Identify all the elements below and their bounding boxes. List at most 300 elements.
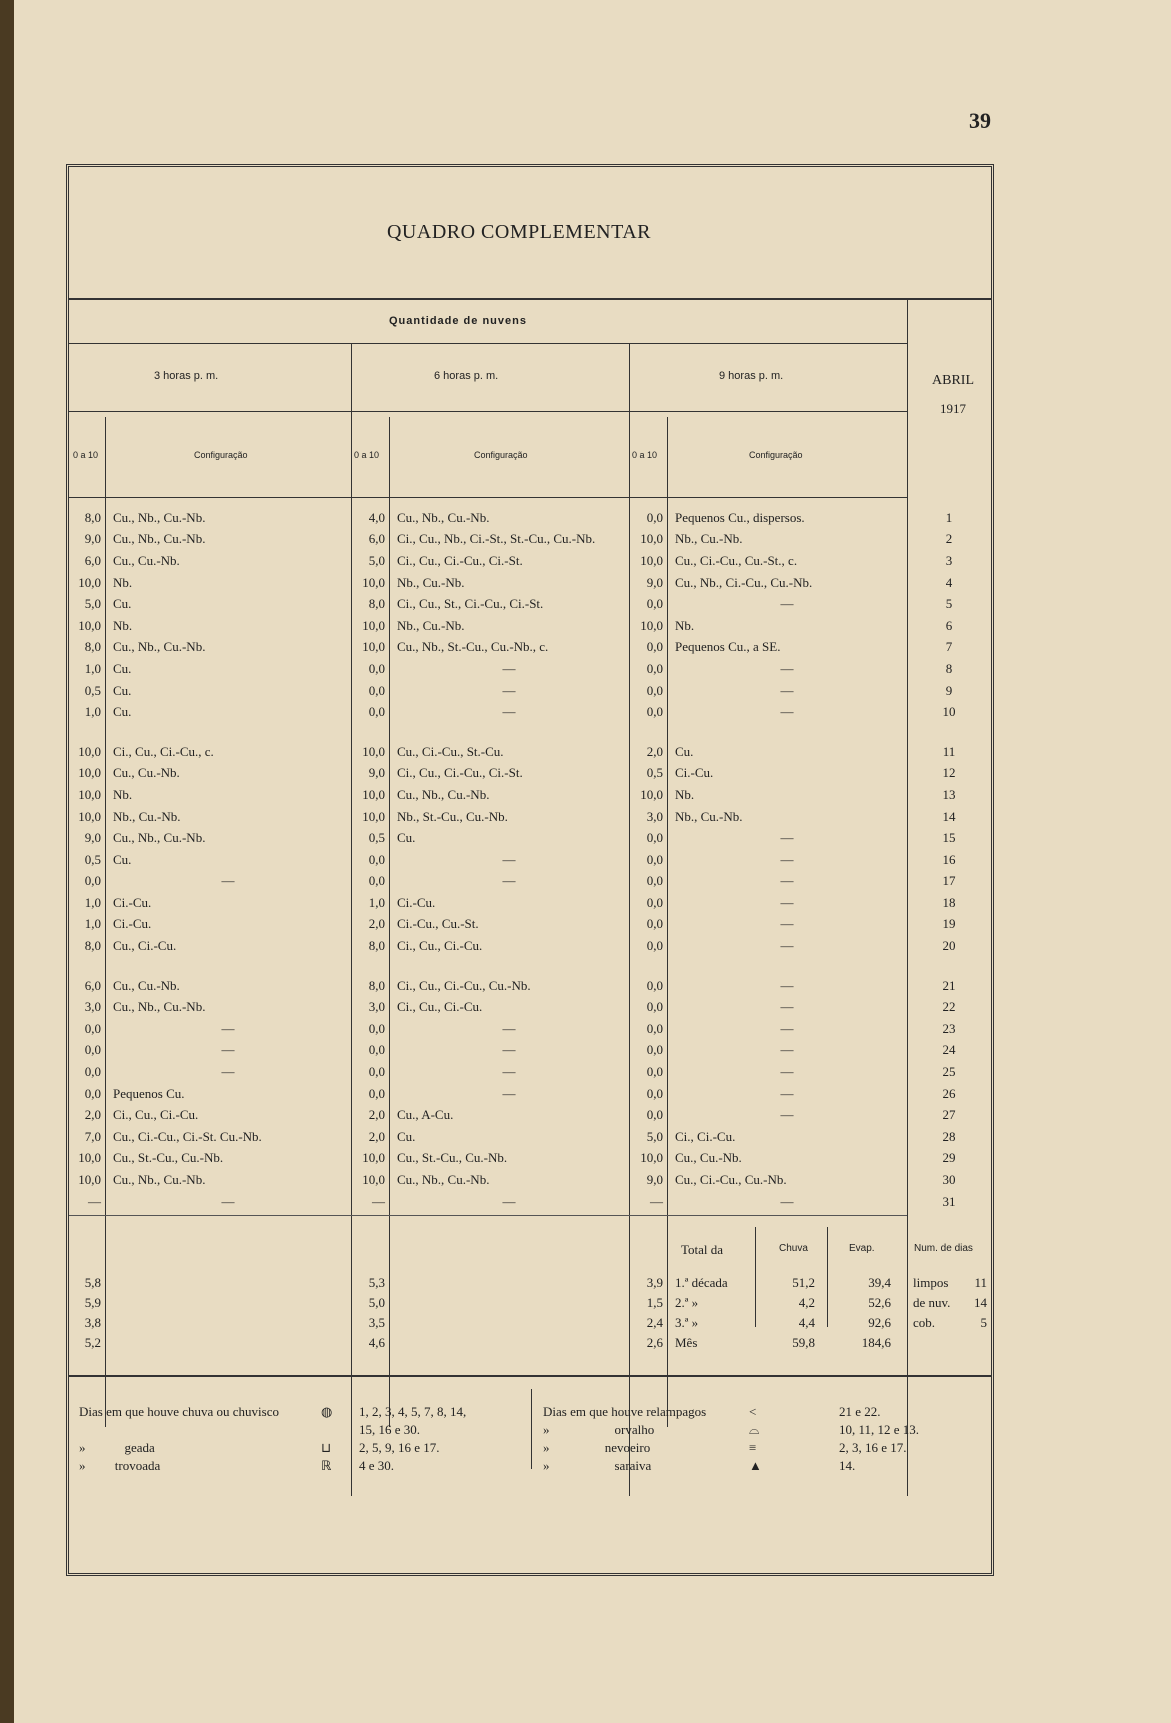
day-number: 21: [942, 977, 956, 993]
config-6pm: Ci., Cu., Nb., Ci.-St., St.-Cu., Cu.-Nb.: [397, 531, 596, 547]
config-9pm: —: [780, 916, 794, 932]
config-9pm: —: [780, 1020, 794, 1036]
day-number: 18: [942, 894, 956, 910]
rain-total: 4,2: [798, 1295, 815, 1310]
gap-cell: [389, 723, 629, 741]
amount-9pm: 10,0: [640, 1150, 663, 1166]
period-3pm: 3 horas p. m.: [154, 370, 219, 382]
quantidade-label: Quantidade de nuvens: [389, 315, 527, 327]
config-3pm: Cu., Cu.-Nb.: [113, 552, 180, 568]
footer-symbol-icon: ℝ: [321, 1458, 332, 1473]
day-number: 16: [942, 851, 956, 867]
table-row: [69, 1083, 991, 1105]
amount-9pm: 0,0: [646, 977, 663, 993]
gap-cell: [907, 957, 991, 975]
config-3pm: Cu.: [113, 660, 132, 676]
footer-label: » orvalho: [543, 1422, 655, 1437]
config-6pm: Cu., Ci.-Cu., St.-Cu.: [397, 743, 504, 759]
footer-symbol-icon: <: [749, 1404, 757, 1419]
amount-3pm: 10,0: [78, 574, 101, 590]
table-title: QUADRO COMPLEMENTAR: [386, 221, 652, 243]
config-6pm: Ci.-Cu., Cu.-St.: [397, 916, 479, 932]
config-3pm: Cu.: [113, 704, 132, 720]
evap-label: Evap.: [849, 1243, 875, 1254]
col-amount-3: 0 a 10: [632, 450, 658, 460]
day-number: 30: [942, 1172, 956, 1188]
config-6pm: —: [502, 873, 516, 889]
amount-3pm: 0,0: [84, 873, 101, 889]
footer-symbol-icon: ⌓: [749, 1422, 760, 1437]
day-number: 19: [942, 916, 956, 932]
amount-6pm: 9,0: [368, 765, 385, 781]
config-6pm: Cu.: [397, 1128, 416, 1144]
day-number: 26: [942, 1085, 956, 1101]
footer-days: 2, 3, 16 e 17.: [839, 1440, 907, 1455]
amount-9pm: 0,0: [646, 894, 663, 910]
amount-6pm: 1,0: [368, 894, 385, 910]
amount-9pm: 0,5: [646, 765, 663, 781]
footer-days: 15, 16 e 30.: [359, 1422, 421, 1437]
rain-total: 59,8: [792, 1335, 815, 1350]
config-9pm: —: [780, 1042, 794, 1058]
col-config-2: Configuração: [474, 450, 528, 460]
config-6pm: Ci., Cu., St., Ci.-Cu., Ci.-St.: [397, 596, 544, 612]
page: [14, 0, 1171, 1723]
month-label: ABRIL: [932, 373, 974, 388]
config-3pm: Cu.: [113, 851, 132, 867]
amount-9pm: 10,0: [640, 617, 663, 633]
evap-total: 39,4: [868, 1275, 891, 1290]
config-3pm: Ci.-Cu.: [113, 894, 152, 910]
divider: [531, 1389, 532, 1469]
amount-6pm: 0,0: [368, 1064, 385, 1080]
table-row: [69, 827, 991, 849]
config-9pm: —: [780, 596, 794, 612]
config-3pm: Cu., Cu.-Nb.: [113, 765, 180, 781]
footer-days: 4 e 30.: [359, 1458, 395, 1473]
amount-9pm: 2,0: [646, 743, 663, 759]
table-row: [69, 784, 991, 806]
amount-9pm: 0,0: [646, 639, 663, 655]
table-row: [69, 806, 991, 828]
table-row: [69, 658, 991, 680]
day-number: 31: [942, 1193, 956, 1209]
config-3pm: Cu.: [113, 596, 132, 612]
days-count: 11: [974, 1275, 987, 1290]
day-number: 7: [945, 639, 953, 655]
mean-6pm: 4,6: [368, 1335, 385, 1350]
config-3pm: Cu., Nb., Cu.-Nb.: [113, 531, 206, 547]
table-row: [69, 615, 991, 637]
evap-total: 184,6: [861, 1335, 891, 1350]
config-9pm: —: [780, 873, 794, 889]
amount-3pm: 1,0: [84, 916, 101, 932]
config-9pm: —: [780, 682, 794, 698]
config-6pm: Nb., Cu.-Nb.: [397, 617, 465, 633]
config-6pm: Cu., Nb., Cu.-Nb.: [397, 786, 490, 802]
mean-9pm: 3,9: [646, 1275, 663, 1290]
config-3pm: Cu., Ci.-Cu.: [113, 938, 177, 954]
amount-6pm: 10,0: [362, 1172, 385, 1188]
config-9pm: Nb., Cu.-Nb.: [675, 531, 743, 547]
divider: [69, 1375, 991, 1377]
amount-3pm: 10,0: [78, 617, 101, 633]
table-row: [69, 1061, 991, 1083]
amount-9pm: 9,0: [646, 574, 663, 590]
amount-3pm: 10,0: [78, 743, 101, 759]
config-6pm: Cu., Nb., St.-Cu., Cu.-Nb., c.: [397, 639, 549, 655]
config-6pm: —: [502, 1193, 516, 1209]
amount-6pm: 0,0: [368, 682, 385, 698]
amount-3pm: 9,0: [84, 830, 101, 846]
mean-3pm: 5,8: [84, 1275, 101, 1290]
amount-9pm: 5,0: [646, 1128, 663, 1144]
num-dias-label: Num. de dias: [914, 1243, 973, 1254]
config-3pm: Cu., Nb., Cu.-Nb.: [113, 1172, 206, 1188]
footer-days: 10, 11, 12 e 13.: [839, 1422, 920, 1437]
amount-6pm: 8,0: [368, 938, 385, 954]
rain-total: 4,4: [798, 1315, 815, 1330]
day-number: 25: [942, 1064, 956, 1080]
gap-cell: [667, 957, 907, 975]
gap-cell: [629, 957, 667, 975]
evap-total: 92,6: [868, 1315, 891, 1330]
gap-cell: [105, 957, 351, 975]
config-9pm: —: [780, 1064, 794, 1080]
config-6pm: Ci., Cu., Ci.-Cu.: [397, 938, 483, 954]
config-3pm: —: [221, 1064, 235, 1080]
amount-6pm: 2,0: [368, 1107, 385, 1123]
footer-symbol-icon: ≡: [749, 1440, 757, 1455]
amount-3pm: 0,0: [84, 1042, 101, 1058]
period-label: 3.ª »: [675, 1315, 699, 1330]
decade-gap: [69, 723, 991, 741]
mean-9pm: 1,5: [646, 1295, 663, 1310]
config-9pm: —: [780, 660, 794, 676]
footer-label: » trovoada: [79, 1458, 161, 1473]
table-row: [69, 1169, 991, 1191]
mean-6pm: 3,5: [368, 1315, 385, 1330]
day-number: 2: [945, 531, 953, 547]
config-3pm: Nb.: [113, 574, 133, 590]
config-9pm: Cu., Cu.-Nb.: [675, 1150, 742, 1166]
table-row: [69, 1148, 991, 1170]
day-number: 14: [942, 808, 956, 824]
amount-6pm: 0,5: [368, 830, 385, 846]
table-row: [69, 871, 991, 893]
gap-cell: [389, 957, 629, 975]
mean-6pm: 5,0: [368, 1295, 385, 1310]
month-header: [909, 373, 997, 417]
footer-label: » nevoeiro: [543, 1440, 651, 1455]
amount-6pm: 0,0: [368, 873, 385, 889]
table-frame: [66, 164, 994, 1576]
amount-6pm: 10,0: [362, 743, 385, 759]
config-9pm: Cu.: [675, 743, 694, 759]
config-9pm: —: [780, 938, 794, 954]
table-row: [69, 637, 991, 659]
amount-3pm: 2,0: [84, 1107, 101, 1123]
amount-3pm: 10,0: [78, 765, 101, 781]
footer-symbol-icon: ▲: [749, 1458, 762, 1473]
amount-3pm: 5,0: [84, 596, 101, 612]
table-row: [69, 1126, 991, 1148]
amount-3pm: 8,0: [84, 639, 101, 655]
config-9pm: —: [780, 977, 794, 993]
amount-6pm: 5,0: [368, 552, 385, 568]
divider: [69, 343, 907, 344]
config-6pm: —: [502, 1064, 516, 1080]
config-9pm: —: [780, 1085, 794, 1101]
config-9pm: —: [780, 704, 794, 720]
days-type: de nuv.: [913, 1295, 951, 1310]
day-number: 29: [942, 1150, 956, 1166]
table-row: [69, 892, 991, 914]
amount-3pm: 0,0: [84, 1085, 101, 1101]
amount-9pm: 0,0: [646, 873, 663, 889]
days-type: limpos: [913, 1275, 949, 1290]
config-3pm: Cu., Nb., Cu.-Nb.: [113, 999, 206, 1015]
config-3pm: —: [221, 873, 235, 889]
config-6pm: Ci., Cu., Ci.-Cu., Cu.-Nb.: [397, 977, 531, 993]
config-6pm: Cu., St.-Cu., Cu.-Nb.: [397, 1150, 508, 1166]
amount-6pm: 10,0: [362, 786, 385, 802]
amount-6pm: 0,0: [368, 1042, 385, 1058]
day-number: 27: [942, 1107, 956, 1123]
config-3pm: Cu., Nb., Cu.-Nb.: [113, 830, 206, 846]
config-3pm: Cu., St.-Cu., Cu.-Nb.: [113, 1150, 224, 1166]
footer-days: 2, 5, 9, 16 e 17.: [359, 1440, 440, 1455]
amount-3pm: 9,0: [84, 531, 101, 547]
rain-total: 51,2: [792, 1275, 815, 1290]
config-6pm: —: [502, 1085, 516, 1101]
config-3pm: Pequenos Cu.: [113, 1085, 185, 1101]
amount-9pm: 0,0: [646, 596, 663, 612]
amount-6pm: 0,0: [368, 1085, 385, 1101]
amount-6pm: 0,0: [368, 660, 385, 676]
amount-6pm: 10,0: [362, 639, 385, 655]
amount-3pm: 6,0: [84, 977, 101, 993]
period-label: 2.ª »: [675, 1295, 699, 1310]
table-row: [69, 507, 991, 529]
amount-6pm: 0,0: [368, 851, 385, 867]
gap-cell: [667, 723, 907, 741]
amount-6pm: 10,0: [362, 574, 385, 590]
config-9pm: Nb.: [675, 617, 695, 633]
mean-3pm: 5,2: [84, 1335, 101, 1350]
footer-days: 21 e 22.: [839, 1404, 881, 1419]
config-9pm: —: [780, 1107, 794, 1123]
table-row: [69, 741, 991, 763]
gap-cell: [69, 957, 105, 975]
days-count: 14: [974, 1295, 987, 1310]
amount-3pm: 1,0: [84, 660, 101, 676]
config-3pm: Cu., Ci.-Cu., Ci.-St. Cu.-Nb.: [113, 1128, 262, 1144]
decade-gap: [69, 957, 991, 975]
amount-9pm: 0,0: [646, 509, 663, 525]
config-6pm: —: [502, 851, 516, 867]
amount-9pm: 0,0: [646, 1064, 663, 1080]
amount-9pm: 0,0: [646, 999, 663, 1015]
amount-3pm: 7,0: [84, 1128, 101, 1144]
config-3pm: Nb., Cu.-Nb.: [113, 808, 181, 824]
amount-3pm: 1,0: [84, 894, 101, 910]
config-6pm: —: [502, 682, 516, 698]
config-9pm: —: [780, 894, 794, 910]
amount-9pm: 3,0: [646, 808, 663, 824]
chuva-label: Chuva: [779, 1243, 808, 1254]
config-9pm: —: [780, 830, 794, 846]
amount-9pm: 0,0: [646, 916, 663, 932]
config-3pm: Cu., Nb., Cu.-Nb.: [113, 509, 206, 525]
amount-9pm: 0,0: [646, 1020, 663, 1036]
day-number: 20: [942, 938, 956, 954]
amount-6pm: 3,0: [368, 999, 385, 1015]
table-row: [69, 914, 991, 936]
period-9pm: 9 horas p. m.: [719, 370, 784, 382]
table-row: [69, 593, 991, 615]
gap-cell: [351, 723, 389, 741]
amount-6pm: 0,0: [368, 1020, 385, 1036]
config-6pm: Nb., St.-Cu., Cu.-Nb.: [397, 808, 508, 824]
total-da-label: Total da: [681, 1242, 724, 1257]
period-label: Mês: [675, 1335, 698, 1350]
amount-6pm: 10,0: [362, 617, 385, 633]
table-row: [69, 701, 991, 723]
amount-9pm: —: [650, 1193, 663, 1209]
col-amount-1: 0 a 10: [73, 450, 99, 460]
config-3pm: Ci.-Cu.: [113, 916, 152, 932]
amount-9pm: 10,0: [640, 786, 663, 802]
day-number: 3: [945, 552, 953, 568]
amount-3pm: —: [88, 1193, 101, 1209]
day-number: 10: [942, 704, 956, 720]
config-6pm: Cu.: [397, 830, 416, 846]
footer-label: Dias em que houve chuva ou chuvisco: [79, 1404, 280, 1419]
amount-9pm: 0,0: [646, 704, 663, 720]
amount-6pm: 8,0: [368, 596, 385, 612]
footer-days: 14.: [839, 1458, 856, 1473]
amount-9pm: 10,0: [640, 531, 663, 547]
config-9pm: Cu., Nb., Ci.-Cu., Cu.-Nb.: [675, 574, 813, 590]
page-number: 39: [969, 108, 991, 133]
table-row: [69, 935, 991, 957]
evap-total: 52,6: [868, 1295, 891, 1310]
table-row: [69, 1104, 991, 1126]
table-row: [69, 680, 991, 702]
amount-6pm: 6,0: [368, 531, 385, 547]
table-row: [69, 1018, 991, 1040]
mean-9pm: 2,4: [646, 1315, 663, 1330]
mean-3pm: 5,9: [84, 1295, 101, 1310]
table-row: [69, 849, 991, 871]
amount-6pm: 10,0: [362, 1150, 385, 1166]
day-number: 24: [942, 1042, 956, 1058]
amount-3pm: 0,5: [84, 682, 101, 698]
gap-cell: [629, 723, 667, 741]
day-number: 28: [942, 1128, 956, 1144]
amount-9pm: 0,0: [646, 938, 663, 954]
amount-3pm: 8,0: [84, 509, 101, 525]
day-number: 15: [942, 830, 956, 846]
table-row: [69, 996, 991, 1018]
day-number: 23: [942, 1020, 956, 1036]
amount-6pm: 2,0: [368, 1128, 385, 1144]
divider: [69, 497, 907, 498]
amount-9pm: 0,0: [646, 682, 663, 698]
gap-cell: [907, 723, 991, 741]
day-number: 9: [945, 682, 953, 698]
config-9pm: —: [780, 851, 794, 867]
amount-3pm: 10,0: [78, 1150, 101, 1166]
config-6pm: —: [502, 704, 516, 720]
gap-cell: [69, 723, 105, 741]
amount-9pm: 0,0: [646, 830, 663, 846]
config-3pm: Nb.: [113, 786, 133, 802]
config-3pm: —: [221, 1042, 235, 1058]
amount-6pm: 8,0: [368, 977, 385, 993]
col-config-3: Configuração: [749, 450, 803, 460]
days-type: cob.: [913, 1315, 936, 1330]
config-3pm: Cu., Nb., Cu.-Nb.: [113, 639, 206, 655]
config-9pm: Ci., Ci.-Cu.: [675, 1128, 736, 1144]
config-9pm: —: [780, 1193, 794, 1209]
amount-9pm: 9,0: [646, 1172, 663, 1188]
amount-3pm: 10,0: [78, 1172, 101, 1188]
day-number: 1: [945, 509, 953, 525]
footer-label: Dias em que houve relampagos: [543, 1404, 707, 1419]
amount-3pm: 8,0: [84, 938, 101, 954]
amount-9pm: 0,0: [646, 1107, 663, 1123]
table-row: [69, 550, 991, 572]
amount-6pm: 0,0: [368, 704, 385, 720]
amount-9pm: 0,0: [646, 1085, 663, 1101]
amount-6pm: 4,0: [368, 509, 385, 525]
day-number: 5: [945, 596, 953, 612]
day-number: 8: [945, 660, 953, 676]
year-label: 1917: [940, 401, 966, 416]
data-table: [69, 507, 991, 1212]
mean-9pm: 2,6: [646, 1335, 663, 1350]
table-row: [69, 572, 991, 594]
period-label: 1.ª década: [675, 1275, 728, 1290]
amount-9pm: 0,0: [646, 1042, 663, 1058]
amount-9pm: 0,0: [646, 660, 663, 676]
config-9pm: Pequenos Cu., dispersos.: [675, 509, 805, 525]
day-number: 17: [942, 873, 956, 889]
amount-6pm: —: [372, 1193, 385, 1209]
divider: [69, 411, 907, 412]
col-config-1: Configuração: [194, 450, 248, 460]
config-3pm: Ci., Cu., Ci.-Cu., c.: [113, 743, 214, 759]
days-count: 5: [980, 1315, 987, 1330]
amount-9pm: 0,0: [646, 851, 663, 867]
footer-symbol-icon: ⊔: [321, 1440, 332, 1455]
amount-3pm: 0,5: [84, 851, 101, 867]
period-6pm: 6 horas p. m.: [434, 370, 499, 382]
day-number: 11: [942, 743, 956, 759]
config-3pm: Nb.: [113, 617, 133, 633]
day-number: 4: [945, 574, 953, 590]
table-row: [69, 1040, 991, 1062]
amount-3pm: 0,0: [84, 1020, 101, 1036]
amount-3pm: 3,0: [84, 999, 101, 1015]
config-9pm: Nb.: [675, 786, 695, 802]
amount-9pm: 10,0: [640, 552, 663, 568]
config-3pm: Ci., Cu., Ci.-Cu.: [113, 1107, 199, 1123]
day-number: 12: [942, 765, 956, 781]
footer-label: » saraiva: [543, 1458, 652, 1473]
